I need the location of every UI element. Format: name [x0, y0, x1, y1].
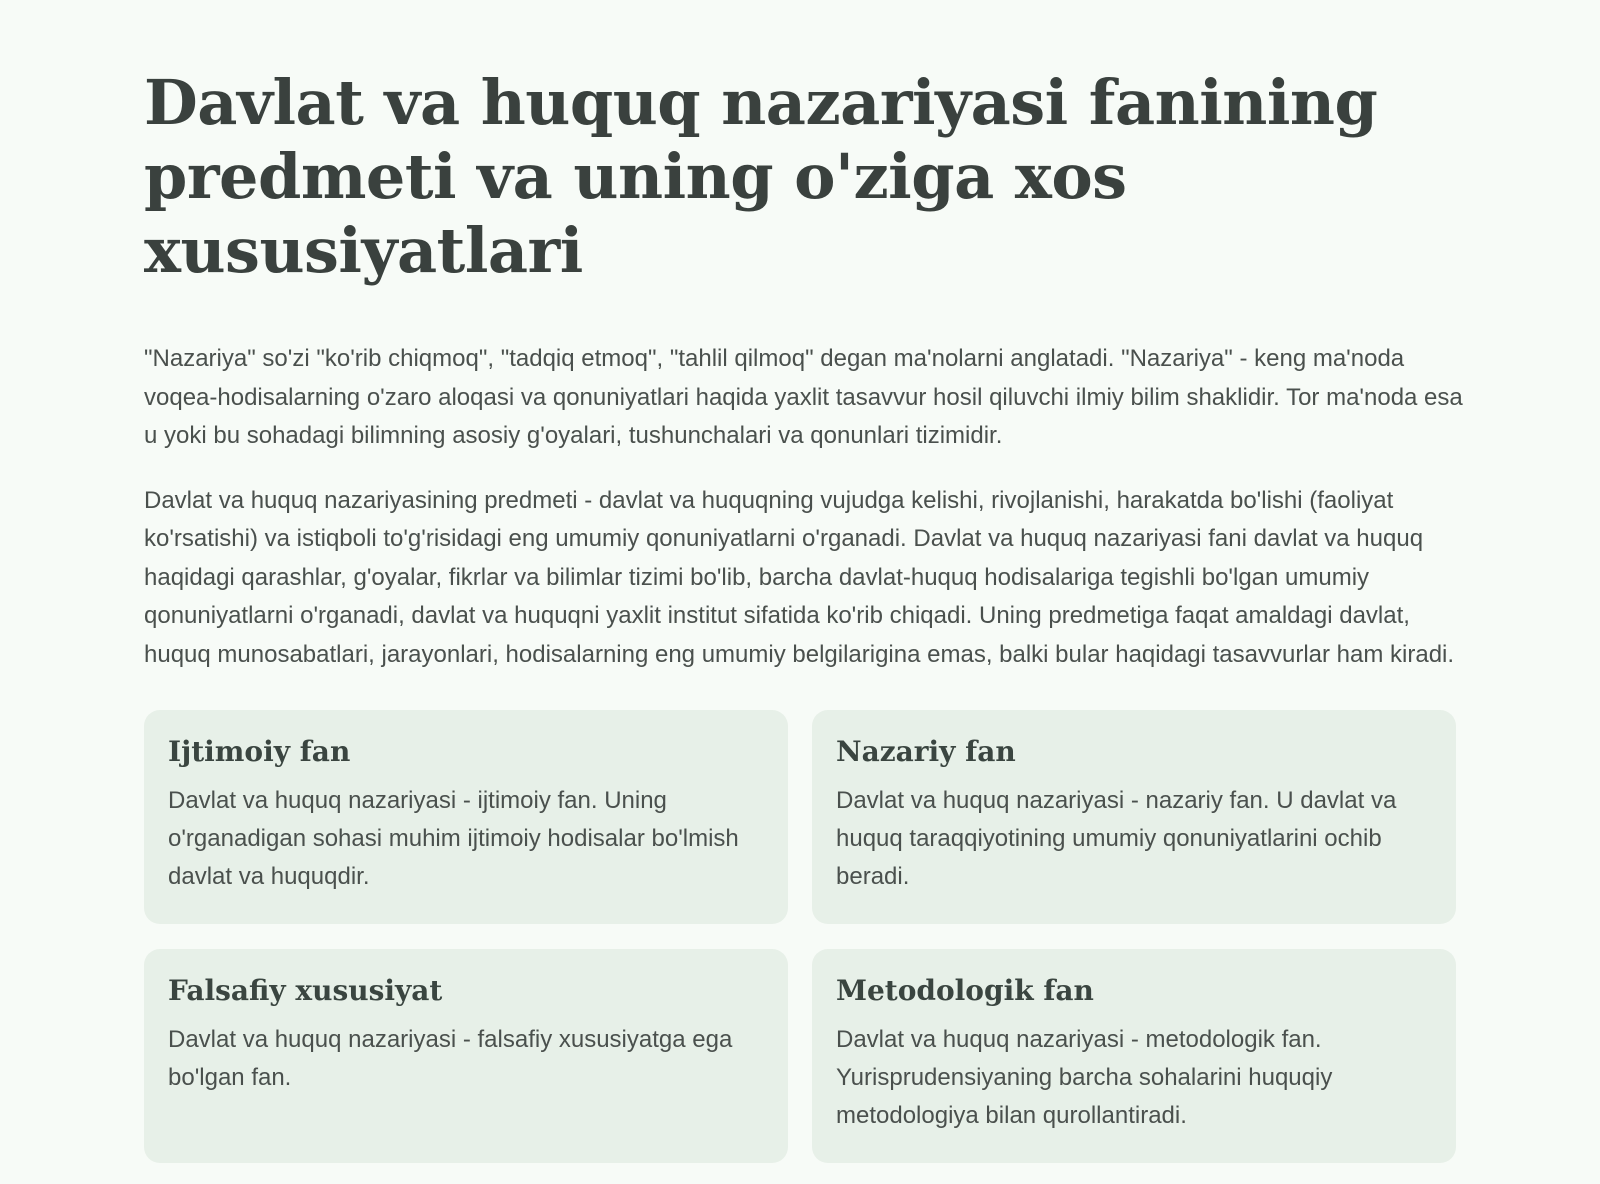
card-title: Ijtimoiy fan	[168, 735, 351, 768]
card-text: Davlat va huquq nazariyasi - ijtimoiy fan. Uning o'rganadigan sohasi muhim ijtimoiy hodisalar bo'lmish davlat va huquqdir.	[168, 787, 739, 890]
page-title: Davlat va huquq nazariyasi fanining predmeti va uning o'ziga xos xususiyatlari	[144, 66, 1378, 287]
card-social-science	[144, 710, 788, 924]
card-title: Nazariy fan	[836, 735, 1016, 768]
card-title: Falsafiy xususiyat	[168, 974, 443, 1007]
card-text: Davlat va huquq nazariyasi - nazariy fan. U davlat va huquq taraqqiyotining umumiy qonuniyatlarini ochib beradi.	[836, 787, 1397, 890]
card-methodological-science	[812, 949, 1456, 1163]
card-philosophical-feature	[144, 949, 788, 1163]
intro-paragraph-definition: "Nazariya" so'zi "ko'rib chiqmoq", "tadqiq etmoq", "tahlil qilmoq" degan ma'nolarni anglatadi. "Nazariya" - keng ma'noda voqea-hodisalarning o'zaro aloqasi va qonuniyatlari haqida yaxlit tasavvur hosil qiluvchi ilmiy bilim shaklidir. Tor ma'noda esa u yoki bu sohadagi bilimning asosiy g'oyalari, tushunchalari va qonunlari tizimidir.	[144, 345, 1463, 449]
card-text: Davlat va huquq nazariyasi - metodologik fan. Yurisprudensiyaning barcha sohalarini huquqiy metodologiya bilan qurollantiradi.	[836, 1026, 1333, 1129]
intro-paragraph-subject: Davlat va huquq nazariyasining predmeti - davlat va huquqning vujudga kelishi, rivojlanishi, harakatda bo'lishi (faoliyat ko'rsatishi) va istiqboli to'g'risidagi eng umumiy qonuniyatlarni o'rganadi. Davlat va huquq nazariyasi fani davlat va huquq haqidagi qarashlar, g'oyalar, fikrlar va bilimlar tizimi bo'lib, barcha davlat-huquq hodisalariga tegishli bo'lgan umumiy qonuniyatlarni o'rganadi, davlat va huquqni yaxlit institut sifatida ko'rib chiqadi. Uning predmetiga faqat amaldagi davlat, huquq munosabatlari, jarayonlari, hodisalarning eng umumiy belgilarigina emas, balki bular haqidagi tasavvurlar ham kiradi.	[144, 486, 1455, 668]
card-theoretical-science	[812, 710, 1456, 924]
feature-cards-grid	[144, 710, 1456, 1163]
card-text: Davlat va huquq nazariyasi - falsafiy xususiyatga ega bo'lgan fan.	[168, 1026, 733, 1091]
card-title: Metodologik fan	[836, 974, 1094, 1007]
